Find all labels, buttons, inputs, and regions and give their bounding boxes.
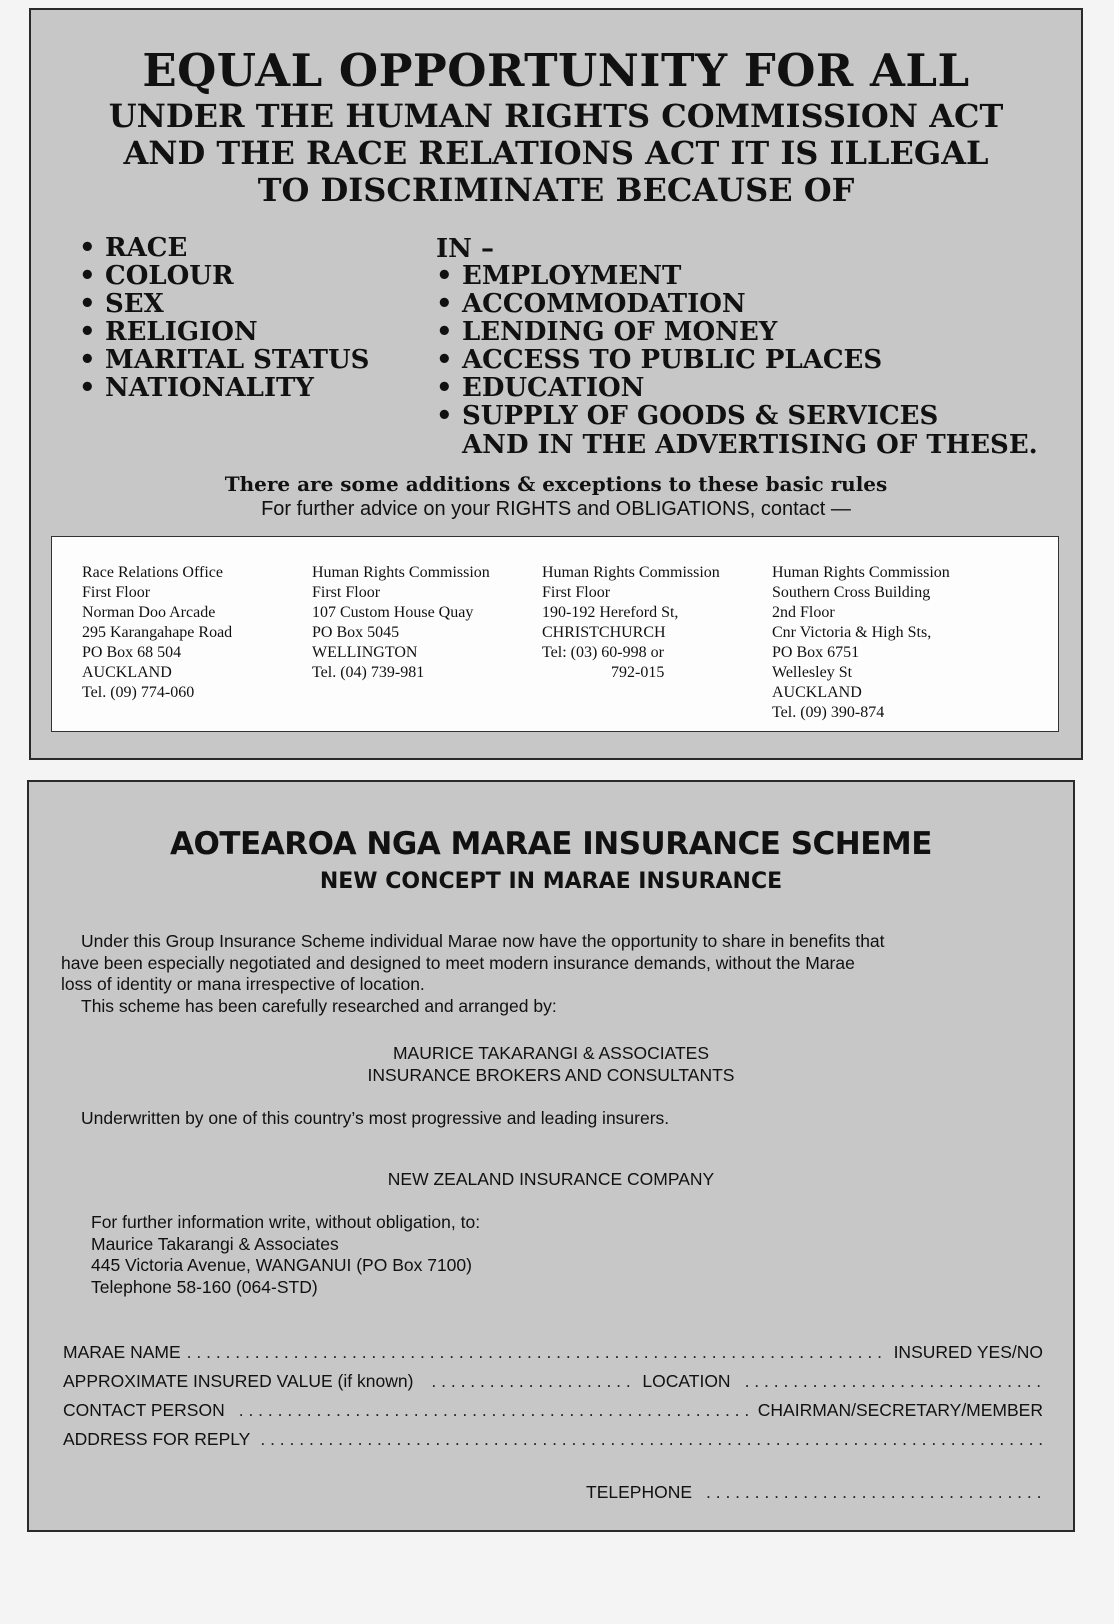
broker-name	[29, 1043, 1073, 1086]
contact-line: Tel. (09) 390-874	[772, 704, 885, 721]
contact-line: Tel. (04) 739-981	[312, 664, 425, 681]
contact-line: Norman Doo Arcade	[82, 604, 216, 621]
contact-hrc-wellington	[312, 563, 542, 683]
areas-tail: AND IN THE ADVERTISING OF THESE.	[462, 430, 1038, 460]
list-item: • ACCOMMODATION	[436, 289, 746, 319]
contact-person-field[interactable]	[239, 1400, 752, 1421]
subtitle-line: UNDER THE HUMAN RIGHTS COMMISSION ACT	[108, 97, 1004, 135]
telephone-label: TELEPHONE	[586, 1482, 692, 1502]
list-item: • NATIONALITY	[79, 373, 314, 403]
marae-name-field[interactable]	[187, 1342, 888, 1363]
equal-opportunity-title: EQUAL OPPORTUNITY FOR ALL	[142, 44, 970, 97]
list-item: • COLOUR	[79, 261, 234, 291]
subtitle-line: TO DISCRIMINATE BECAUSE OF	[257, 171, 855, 209]
form-row-marae-name	[63, 1342, 1043, 1366]
marae-name-label: MARAE NAME	[63, 1342, 181, 1362]
further-info	[91, 1212, 480, 1298]
info-line: Maurice Takarangi & Associates	[91, 1233, 339, 1254]
contact-race-relations-auckland	[82, 563, 312, 703]
intro-line: This scheme has been carefully researched and arranged by:	[81, 995, 557, 1016]
list-item: • RELIGION	[79, 317, 258, 347]
insured-label: INSURED YES/NO	[893, 1342, 1043, 1362]
contact-line: First Floor	[312, 584, 381, 601]
address-field[interactable]	[260, 1429, 1043, 1450]
contact-line: Race Relations Office	[82, 564, 223, 581]
location-label: LOCATION	[642, 1371, 731, 1391]
contacts-box	[51, 536, 1059, 732]
contact-line: First Floor	[542, 584, 611, 601]
list-item: • MARITAL STATUS	[79, 345, 370, 375]
intro-line: have been especially negotiated and designed to meet modern insurance demands, without the Marae	[61, 952, 855, 973]
list-item: • RACE	[79, 233, 188, 263]
form-row-value-location	[63, 1371, 1043, 1395]
telephone-field[interactable]	[706, 1482, 1043, 1503]
contact-line: Tel. (09) 774-060	[82, 684, 195, 701]
role-label: CHAIRMAN/SECRETARY/MEMBER	[757, 1400, 1043, 1420]
location-field[interactable]	[745, 1371, 1043, 1392]
list-item: • EMPLOYMENT	[436, 261, 682, 291]
underwritten-text: Underwritten by one of this country’s most progressive and leading insurers.	[81, 1108, 670, 1128]
contact-line: 2nd Floor	[772, 604, 835, 621]
contact-person-label: CONTACT PERSON	[63, 1400, 225, 1420]
discrimination-grounds-list	[79, 234, 369, 402]
contact-line: 295 Karangahape Road	[82, 624, 233, 641]
contact-line: AUCKLAND	[772, 684, 862, 701]
intro-line: Under this Group Insurance Scheme individual Marae now have the opportunity to share in benefits that	[81, 931, 885, 951]
info-line: Telephone 58-160 (064-STD)	[91, 1276, 318, 1297]
contact-hrc-christchurch	[542, 563, 772, 683]
form-row-address	[63, 1429, 1043, 1453]
equal-opportunity-subtitle	[31, 98, 1081, 209]
contact-line: Human Rights Commission	[772, 564, 950, 581]
contact-line: AUCKLAND	[82, 664, 172, 681]
contact-line: 792-015	[611, 664, 665, 681]
approx-value-label: APPROXIMATE INSURED VALUE (if known)	[63, 1371, 414, 1391]
info-line: For further information write, without obligation, to:	[91, 1212, 481, 1232]
contact-line: Human Rights Commission	[312, 564, 490, 581]
contact-line: 107 Custom House Quay	[312, 604, 474, 621]
insurer-name: NEW ZEALAND INSURANCE COMPANY	[387, 1169, 715, 1189]
marae-insurance-panel	[27, 780, 1075, 1532]
info-line: 445 Victoria Avenue, WANGANUI (PO Box 7100)	[91, 1255, 472, 1275]
marae-insurance-subtitle: NEW CONCEPT IN MARAE INSURANCE	[319, 869, 783, 894]
contact-hrc-auckland	[772, 563, 1002, 723]
intro-line: loss of identity or mana irrespective of location.	[61, 974, 425, 994]
broker-line: INSURANCE BROKERS AND CONSULTANTS	[367, 1064, 735, 1085]
list-item: • EDUCATION	[436, 373, 645, 403]
exceptions-note: There are some additions & exceptions to these basic rules	[224, 472, 888, 496]
contact-line: 190-192 Hereford St,	[542, 604, 679, 621]
list-item: • SUPPLY OF GOODS & SERVICES	[436, 401, 939, 431]
form-row-contact-person	[63, 1400, 1043, 1424]
contact-line: Southern Cross Building	[772, 584, 931, 601]
subtitle-line: AND THE RACE RELATIONS ACT IT IS ILLEGAL	[123, 134, 989, 172]
broker-line: MAURICE TAKARANGI & ASSOCIATES	[392, 1043, 710, 1063]
intro-paragraph	[61, 931, 1061, 1017]
contact-line: Cnr Victoria & High Sts,	[772, 624, 932, 641]
list-item: • SEX	[79, 289, 164, 319]
approx-value-field[interactable]	[431, 1371, 636, 1392]
advice-note: For further advice on your RIGHTS and OBLIGATIONS, contact —	[261, 498, 851, 520]
contact-line: First Floor	[82, 584, 151, 601]
address-label: ADDRESS FOR REPLY	[63, 1429, 251, 1449]
list-item: • ACCESS TO PUBLIC PLACES	[436, 345, 883, 375]
contact-line: PO Box 6751	[772, 644, 860, 661]
contact-line: WELLINGTON	[312, 644, 418, 661]
contact-line: PO Box 5045	[312, 624, 400, 641]
equal-opportunity-panel	[29, 8, 1083, 760]
contact-line: Tel: (03) 60-998 or	[542, 644, 664, 661]
marae-insurance-title: AOTEAROA NGA MARAE INSURANCE SCHEME	[170, 826, 932, 862]
contact-line: Human Rights Commission	[542, 564, 720, 581]
discrimination-areas-list	[436, 262, 938, 430]
list-item: • LENDING OF MONEY	[436, 317, 778, 347]
areas-heading: IN –	[436, 234, 494, 264]
contact-line: CHRISTCHURCH	[542, 624, 666, 641]
contact-line: PO Box 68 504	[82, 644, 182, 661]
form-row-telephone	[586, 1482, 1043, 1506]
contact-line: Wellesley St	[772, 664, 853, 681]
